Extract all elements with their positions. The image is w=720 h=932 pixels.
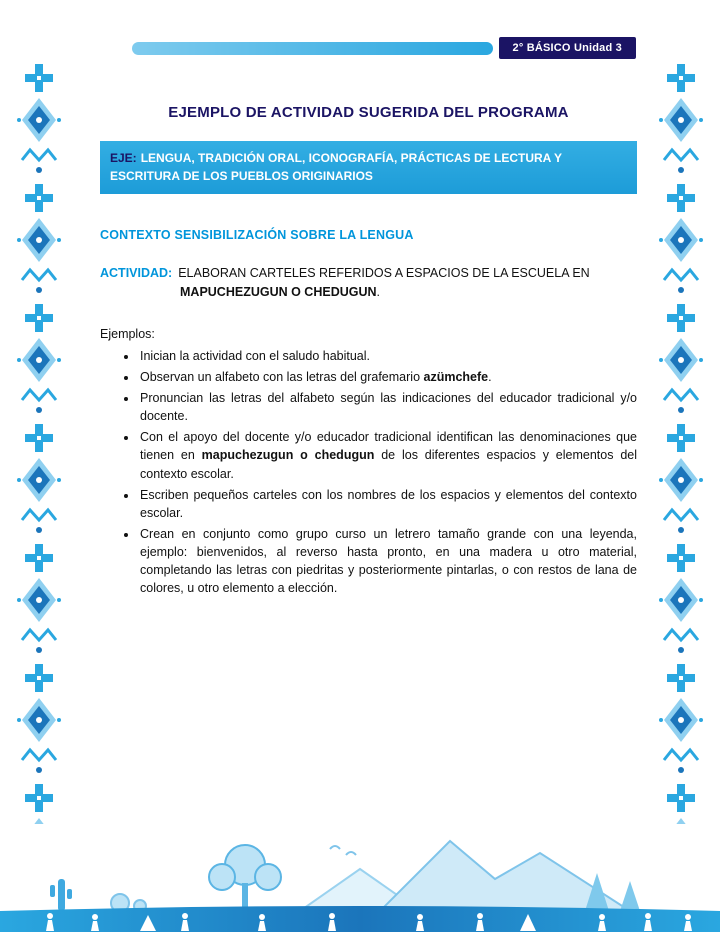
list-item: • Crean en conjunto como grupo curso un letrero tamaño grande con una leyenda, ejemplo: bienvenidos, al reverso hasta pronto, en una madera u otro material, completando las letras con piedritas y posteriormente pintarlas, o con restos de lana de colores, u otro elemento a elección. (138, 525, 637, 598)
context-heading: CONTEXTO SENSIBILIZACIÓN SOBRE LA LENGUA (100, 228, 414, 242)
eje-banner (100, 141, 637, 194)
landscape-icon (0, 827, 720, 932)
decorative-border-right (656, 58, 706, 824)
activity-label: ACTIVIDAD: (100, 266, 173, 280)
mapuche-pattern-right-icon (656, 58, 706, 824)
eje-label: EJE: (110, 151, 137, 165)
activity-text: ELABORAN CARTELES REFERIDOS A ESPACIOS DE LA ESCUELA EN MAPUCHEZUGUN O CHEDUGUN. (178, 266, 590, 300)
list-item: • Escriben pequeños carteles con los nombres de los espacios y elementos del contexto escolar. (138, 486, 637, 522)
eje-text: LENGUA, TRADICIÓN ORAL, ICONOGRAFÍA, PRÁCTICAS DE LECTURA Y ESCRITURA DE LOS PUEBLOS ORIGINARIOS (110, 151, 562, 183)
list-item: • Con el apoyo del docente y/o educador tradicional identifican las denominaciones que tienen en mapuchezugun o chedugun de los diferentes espacios y elementos del contexto escolar. (138, 428, 637, 482)
header-bar (132, 42, 493, 55)
examples-label: Ejemplos: (100, 326, 155, 341)
decorative-border-left (14, 58, 64, 824)
list-item: • Inician la actividad con el saludo habitual. (138, 347, 637, 365)
mapuche-pattern-left-icon (14, 58, 64, 824)
footer-landscape-illustration (0, 827, 720, 932)
list-item: • Pronuncian las letras del alfabeto según las indicaciones del educador tradicional y/o docente. (138, 389, 637, 425)
content-area (100, 104, 637, 600)
unit-badge: 2° BÁSICO Unidad 3 (499, 37, 636, 59)
examples-list (100, 347, 637, 598)
list-item: • Observan un alfabeto con las letras del grafemario azümchefe. (138, 368, 637, 386)
page-title: EJEMPLO DE ACTIVIDAD SUGERIDA DEL PROGRAMA (168, 104, 569, 121)
header-strip (132, 36, 636, 60)
activity-statement (100, 264, 637, 303)
